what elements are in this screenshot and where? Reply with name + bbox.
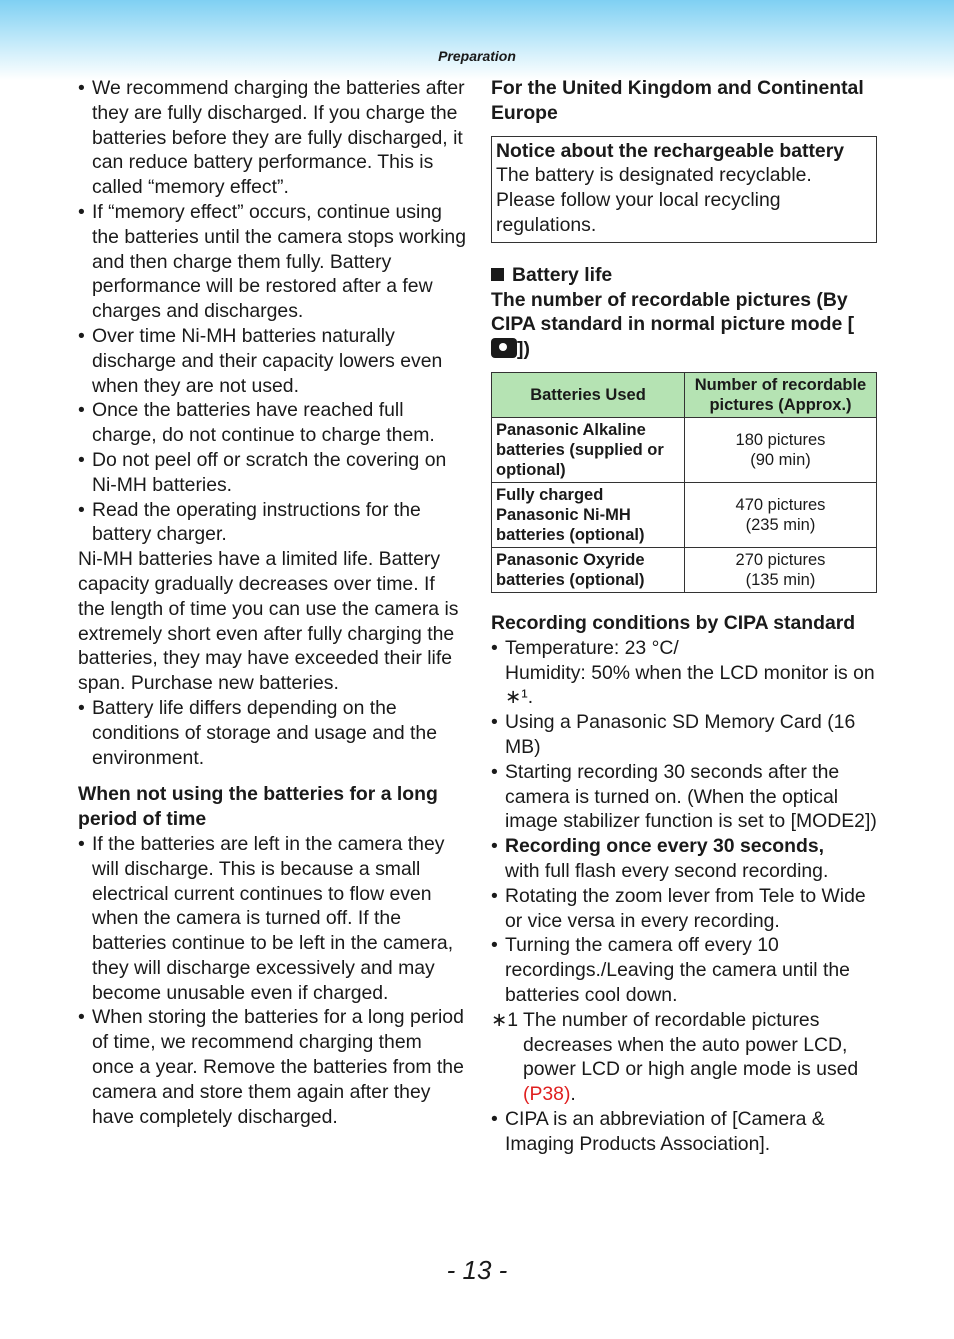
table-header-row bbox=[492, 372, 877, 417]
table-row bbox=[492, 547, 877, 592]
list-item: • Battery life differs depending on the conditions of storage and usage and the environment. bbox=[78, 696, 466, 770]
uk-heading: For the United Kingdom and Continental Europe bbox=[491, 77, 864, 124]
list-item: • If the batteries are left in the camera they will discharge. This is because a small electrical current continues to flow even when the camera is turned off. If the batteries continue to be left in the camera, they will discharge excessively and may become unusable even if charged. bbox=[78, 832, 466, 1006]
list-item: • We recommend charging the batteries after they are fully discharged. If you charge the batteries before they are fully discharged, it can reduce battery performance. This is called “memory effect”. bbox=[78, 76, 466, 200]
cipa-note-list bbox=[491, 1107, 877, 1157]
table-header-pictures: Number of recordable pictures (Approx.) bbox=[685, 372, 877, 417]
list-item: • CIPA is an abbreviation of [Camera & Imaging Products Association]. bbox=[491, 1107, 877, 1157]
list-item: • Turning the camera off every 10 recordings./Leaving the camera until the batteries cool down. bbox=[491, 933, 877, 1007]
page-number: - 13 - bbox=[446, 1255, 508, 1285]
table-cell-battery: Fully charged Panasonic Ni-MH batteries (optional) bbox=[492, 482, 685, 547]
battery-table bbox=[491, 372, 877, 593]
right-column bbox=[491, 76, 877, 1157]
list-item: • Starting recording 30 seconds after the camera is turned on. (When the optical image stabilizer function is set to [MODE2]) bbox=[491, 760, 877, 834]
notice-text: The battery is designated recyclable. Please follow your local recycling regulations. bbox=[496, 164, 812, 236]
left-column bbox=[78, 76, 466, 1129]
list-item: • Rotating the zoom lever from Tele to Wide or vice versa in every recording. bbox=[491, 884, 877, 934]
battery-life-heading: Battery life bbox=[491, 263, 877, 288]
list-item: • Using a Panasonic SD Memory Card (16 MB) bbox=[491, 710, 877, 760]
recording-conditions-heading: Recording conditions by CIPA standard bbox=[491, 611, 856, 634]
camera-mode-icon bbox=[491, 338, 517, 358]
section-label: Preparation bbox=[438, 48, 516, 64]
table-cell-pictures: 470 pictures (235 min) bbox=[685, 482, 877, 547]
list-item: • Temperature: 23 °C/ Humidity: 50% when the LCD monitor is on ∗¹. bbox=[491, 636, 877, 710]
page-link-p38[interactable]: (P38) bbox=[523, 1083, 571, 1106]
table-cell-pictures: 270 pictures (135 min) bbox=[685, 547, 877, 592]
footnote: ∗1 The number of recordable pictures decreases when the auto power LCD, power LCD or high angle mode is used (P38). bbox=[491, 1008, 859, 1106]
conditions-list bbox=[491, 636, 877, 1008]
recordable-heading: The number of recordable pictures (By CIPA standard in normal picture mode []) bbox=[491, 288, 855, 361]
footnote-mark: ∗1 bbox=[491, 1008, 519, 1031]
table-row bbox=[492, 482, 877, 547]
not-using-heading: When not using the batteries for a long period of time bbox=[78, 783, 438, 831]
table-cell-battery: Panasonic Oxyride batteries (optional) bbox=[492, 547, 685, 592]
list-item: • Do not peel off or scratch the covering on Ni-MH batteries. bbox=[78, 448, 466, 498]
notice-title: Notice about the rechargeable battery bbox=[496, 139, 845, 162]
table-cell-pictures: 180 pictures (90 min) bbox=[685, 417, 877, 482]
life-note-list bbox=[78, 696, 466, 770]
list-item: • Read the operating instructions for the battery charger. bbox=[78, 498, 466, 548]
header-band bbox=[0, 0, 954, 80]
not-using-list bbox=[78, 832, 466, 1130]
square-bullet-icon bbox=[491, 268, 504, 281]
battery-tips-list bbox=[78, 76, 466, 547]
table-row bbox=[492, 417, 877, 482]
list-item: • Once the batteries have reached full charge, do not continue to charge them. bbox=[78, 398, 466, 448]
recycling-notice-box bbox=[491, 136, 877, 243]
list-item: • If “memory effect” occurs, continue using the batteries until the camera stops working and then charge them fully. Battery performance will be restored after a few charges and discharges. bbox=[78, 200, 466, 324]
list-item: • When storing the batteries for a long period of time, we recommend charging them once a year. Remove the batteries from the camera and store them again after they have completely discharged. bbox=[78, 1005, 466, 1129]
list-item: • Over time Ni-MH batteries naturally discharge and their capacity lowers even when they are not used. bbox=[78, 324, 466, 398]
table-cell-battery: Panasonic Alkaline batteries (supplied or optional) bbox=[492, 417, 685, 482]
life-paragraph: Ni-MH batteries have a limited life. Battery capacity gradually decreases over time. If the length of time you can use the camera is extremely short even after fully charging the batteries, they may have exceeded their life span. Purchase new batteries. bbox=[78, 548, 459, 695]
table-header-batteries: Batteries Used bbox=[492, 372, 685, 417]
list-item: • Recording once every 30 seconds, with full flash every second recording. bbox=[491, 834, 877, 884]
